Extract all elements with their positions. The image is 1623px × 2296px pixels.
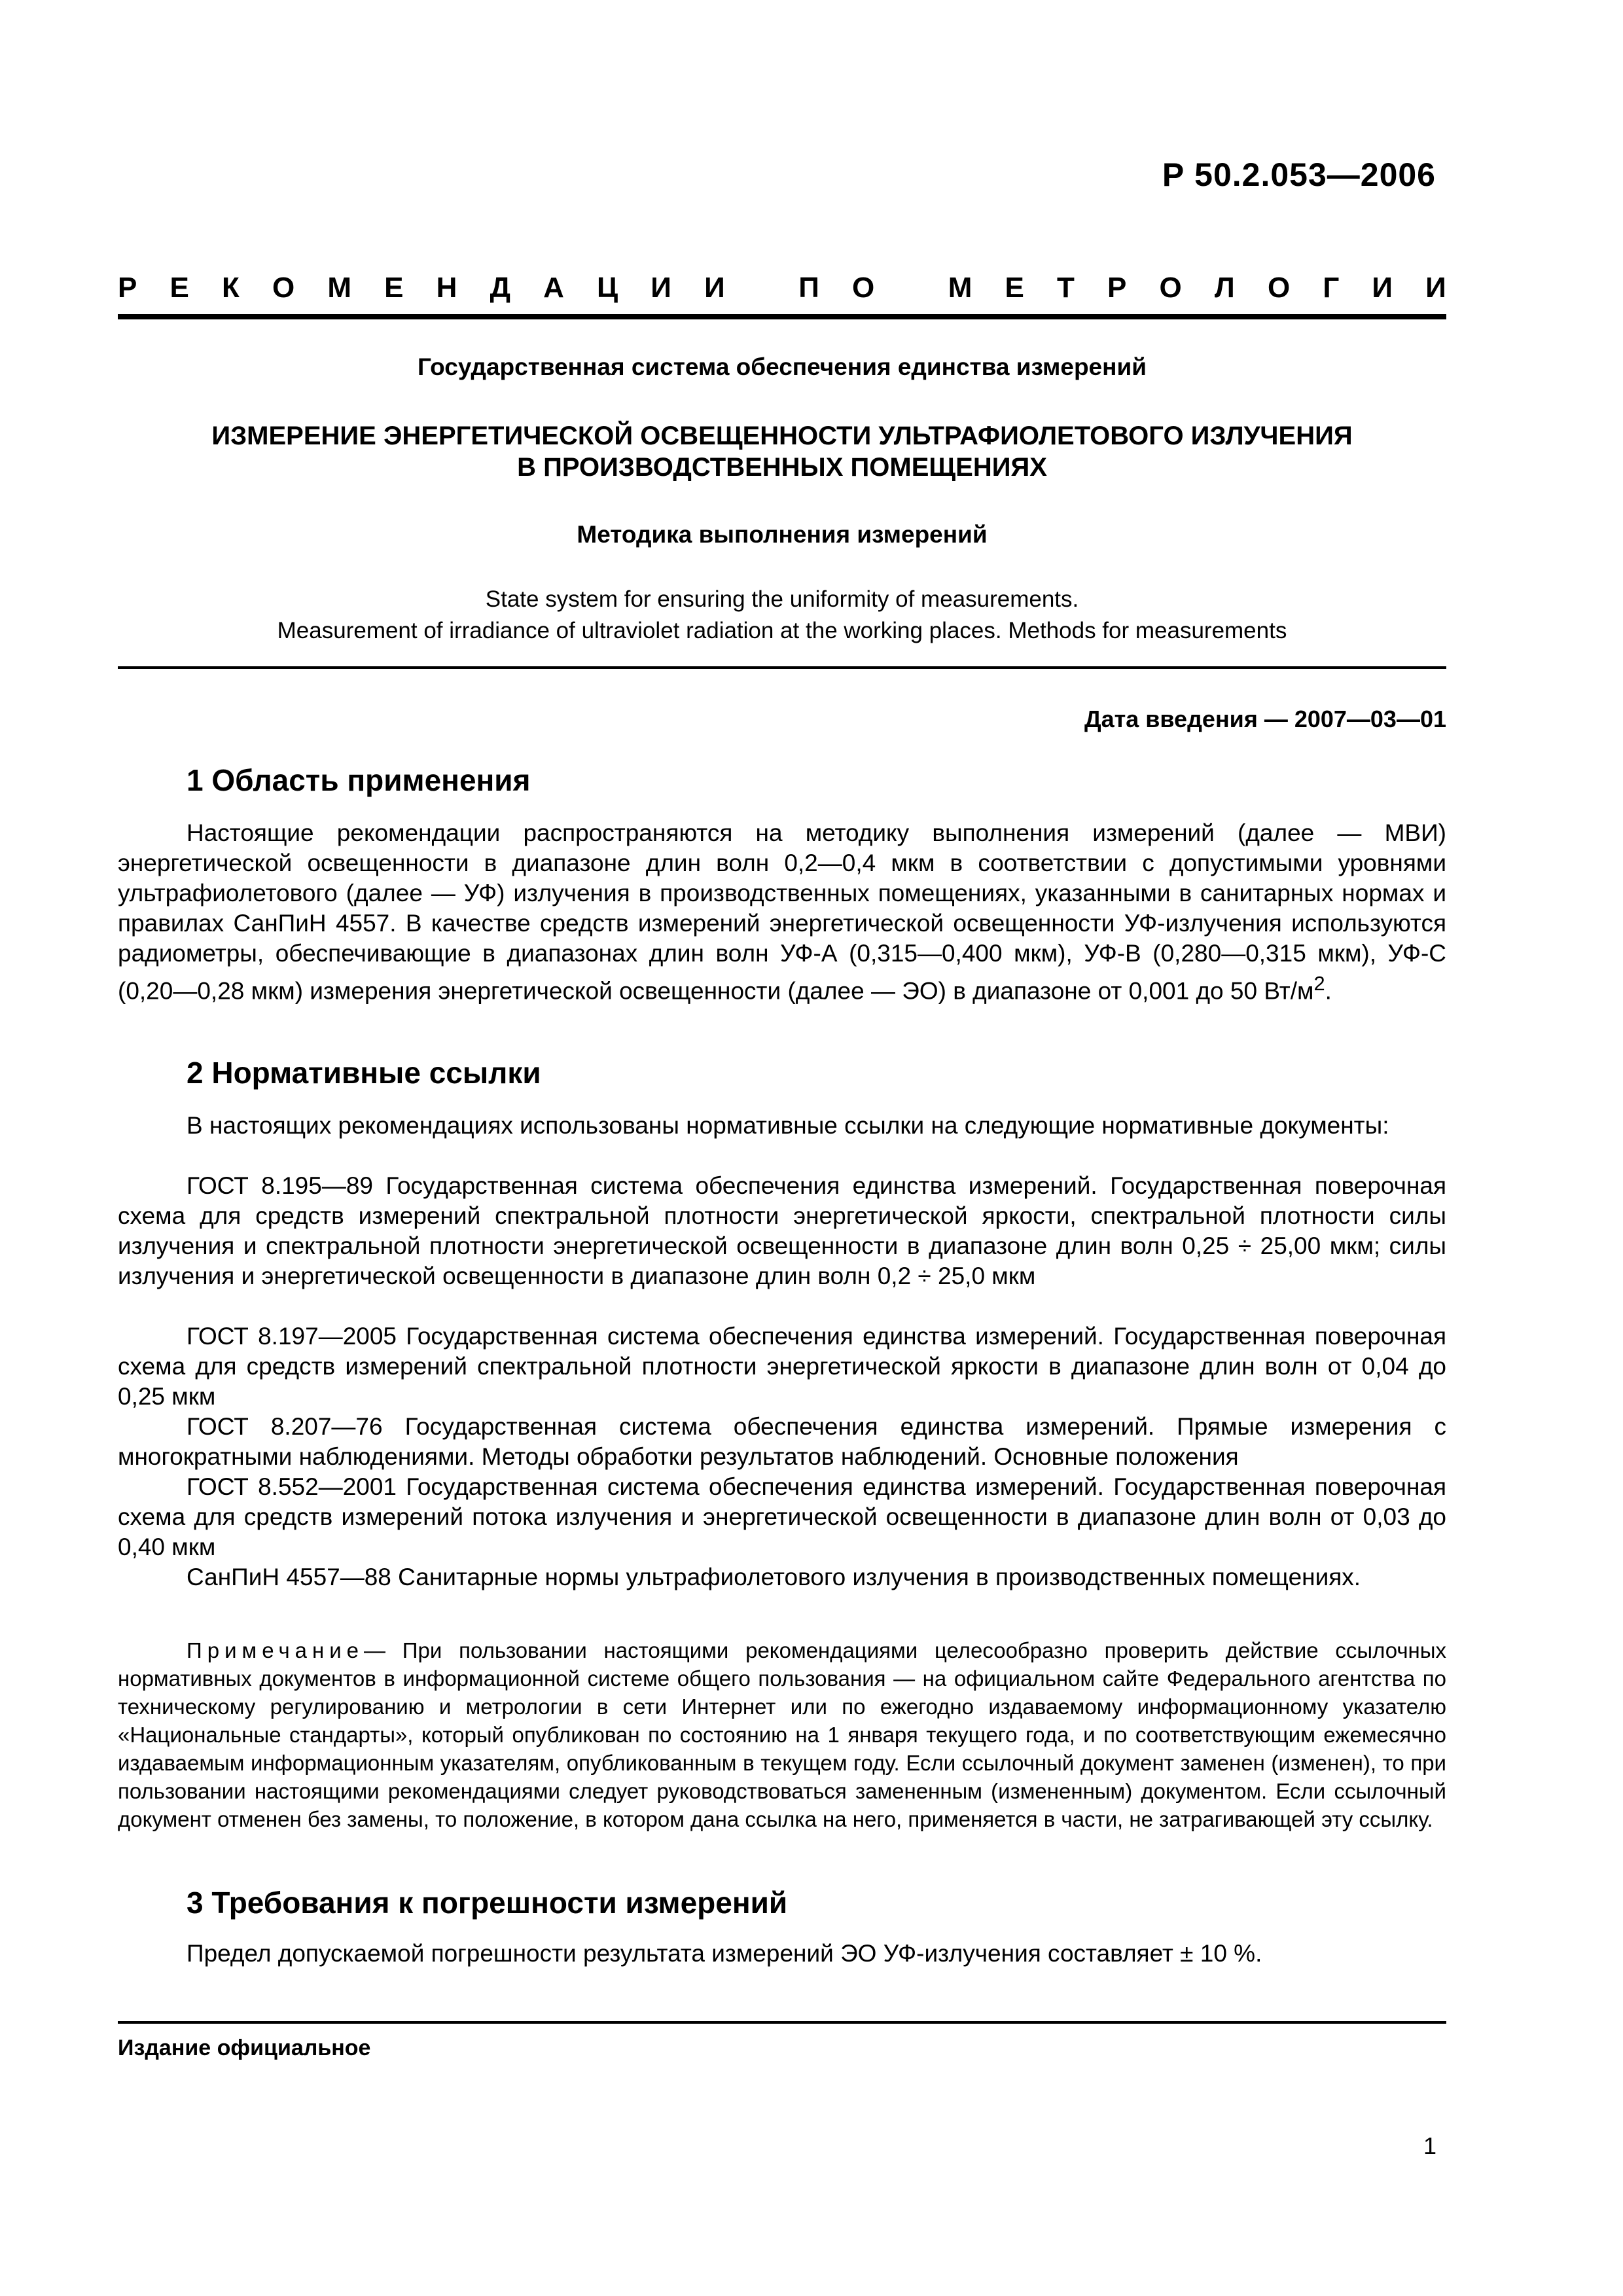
reference-text: ГОСТ 8.207—76 Государственная система обеспечения единства измерений. Прямые измерения с многократными наблюдениями. Методы обработки результатов наблюдений. Основные положения — [118, 1413, 1446, 1470]
series-letter: Р — [1107, 272, 1127, 304]
footer-rule — [118, 2021, 1446, 2024]
series-letter — [907, 272, 915, 304]
series-letter: К — [222, 272, 240, 304]
reference-item — [118, 1562, 1446, 1592]
series-letter: Г — [1323, 272, 1340, 304]
series-letter: А — [543, 272, 564, 304]
reference-text: ГОСТ 8.552—2001 Государственная система обеспечения единства измерений. Государственная поверочная схема для средств измерений потока излучения и энергетической освещенности в диапазоне длин волн от 0,03 до 0,40 мкм — [118, 1473, 1446, 1560]
series-letter: И — [1425, 272, 1446, 304]
series-letter: Е — [1005, 272, 1024, 304]
series-title — [118, 272, 1446, 304]
document-number: Р 50.2.053—2006 — [1162, 156, 1436, 193]
series-letter: Н — [436, 272, 457, 304]
reference-item — [118, 1171, 1446, 1291]
series-letter: Л — [1214, 272, 1235, 304]
note — [118, 1636, 1446, 1833]
series-letter — [758, 272, 766, 304]
note-text: — При пользовании настоящими рекомендациями целесообразно проверить действие ссылочных нормативных документов в информационной системе общего пользования — на официальном сайте Федерального агентства по техническому регулированию и метрологии в сети Интернет или по ежегодно издаваемому информационному указателю «Национальные стандарты», который опубликован по состоянию на 1 января текущего года, и по соответствующим ежемесячно издаваемым информационным указателям, опубликованным в текущем году. Если ссылочный документ заменен (изменен), то при пользовании настоящими рекомендациями следует руководствоваться замененным (измененным) документом. Если ссылочный документ отменен без замены, то положение, в котором дана ссылка на него, применяется в части, не затрагивающей эту ссылку. — [118, 1638, 1446, 1831]
header-rule — [118, 314, 1446, 319]
reference-item — [118, 1412, 1446, 1472]
series-letter: И — [651, 272, 671, 304]
series-letter: Р — [118, 272, 137, 304]
section-1-superscript: 2 — [1313, 972, 1325, 995]
section-3-text — [118, 1939, 1446, 1969]
english-title-line-1: State system for ensuring the uniformity of measurements. — [485, 586, 1079, 612]
series-letter: Ц — [597, 272, 618, 304]
series-letter: Е — [384, 272, 404, 304]
english-title — [118, 584, 1446, 647]
reference-text: ГОСТ 8.195—89 Государственная система обеспечения единства измерений. Государственная поверочная схема для средств измерений спектральной плотности энергетической яркости, спектральной плотности силы излучения и спектральной плотности энергетической освещенности в диапазоне длин волн 0,25 ÷ 25,00 мкм; силы излучения и энергетической освещенности в диапазоне длин волн 0,2 ÷ 25,0 мкм — [118, 1172, 1446, 1289]
section-3-heading: 3 Требования к погрешности измерений — [187, 1886, 788, 1920]
series-letter: Д — [490, 272, 510, 304]
series-letter: М — [327, 272, 352, 304]
series-letter: О — [272, 272, 295, 304]
reference-item — [118, 1472, 1446, 1562]
series-letter: М — [948, 272, 972, 304]
series-letter: Т — [1057, 272, 1075, 304]
series-letter: О — [1159, 272, 1182, 304]
reference-item — [118, 1321, 1446, 1412]
section-3-body: Предел допускаемой погрешности результата измерений ЭО УФ-излучения составляет ± 10 %. — [187, 1940, 1262, 1967]
series-letter: О — [851, 272, 875, 304]
series-letter: П — [798, 272, 819, 304]
english-title-line-2: Measurement of irradiance of ultraviolet radiation at the working places. Methods for measurements — [277, 618, 1287, 643]
section-1-tail: . — [1325, 977, 1332, 1005]
page-number: 1 — [1423, 2132, 1436, 2159]
section-1-text — [118, 818, 1446, 1006]
reference-text: ГОСТ 8.197—2005 Государственная система обеспечения единства измерений. Государственная поверочная схема для средств измерений спектральной плотности энергетической яркости в диапазоне длин волн от 0,04 до 0,25 мкм — [118, 1323, 1446, 1410]
series-letter: И — [704, 272, 725, 304]
official-edition: Издание официальное — [118, 2036, 371, 2060]
system-subtitle: Государственная система обеспечения единства измерений — [418, 353, 1147, 380]
reference-text: СанПиН 4557—88 Санитарные нормы ультрафиолетового излучения в производственных помещениях. — [187, 1564, 1361, 1590]
title-line-1: ИЗМЕРЕНИЕ ЭНЕРГЕТИЧЕСКОЙ ОСВЕЩЕННОСТИ УЛЬТРАФИОЛЕТОВОГО ИЗЛУЧЕНИЯ — [211, 422, 1353, 450]
method-subtitle: Методика выполнения измерений — [577, 521, 988, 548]
title-line-2: В ПРОИЗВОДСТВЕННЫХ ПОМЕЩЕНИЯХ — [517, 453, 1047, 482]
section-2-intro — [118, 1111, 1446, 1141]
series-letter: Е — [169, 272, 189, 304]
note-label: Примечание — [187, 1638, 365, 1662]
introduction-date: Дата введения — 2007—03—01 — [1084, 706, 1446, 732]
section-1-body: Настоящие рекомендации распространяются на методику выполнения измерений (далее — МВИ) энергетической освещенности в диапазоне длин волн 0,2—0,4 мкм в соответствии с допустимыми уровнями ультрафиолетового (далее — УФ) излучения в производственных помещениях, указанными в санитарных нормах и правилах СанПиН 4557. В качестве средств измерений энергетической освещенности УФ-излучения используются радиометры, обеспечивающие в диапазонах длин волн УФ-А (0,315—0,400 мкм), УФ-В (0,280—0,315 мкм), УФ-С (0,20—0,28 мкм) измерения энергетической освещенности (далее — ЭО) в диапазоне от 0,001 до 50 Вт/м — [118, 819, 1446, 1005]
section-1-heading: 1 Область применения — [187, 763, 531, 797]
series-letter: О — [1267, 272, 1291, 304]
title-rule — [118, 666, 1446, 669]
series-letter: И — [1372, 272, 1393, 304]
document-title — [118, 420, 1446, 483]
section-2-intro-text: В настоящих рекомендациях использованы нормативные ссылки на следующие нормативные документы: — [187, 1112, 1389, 1139]
section-2-heading: 2 Нормативные ссылки — [187, 1056, 541, 1090]
